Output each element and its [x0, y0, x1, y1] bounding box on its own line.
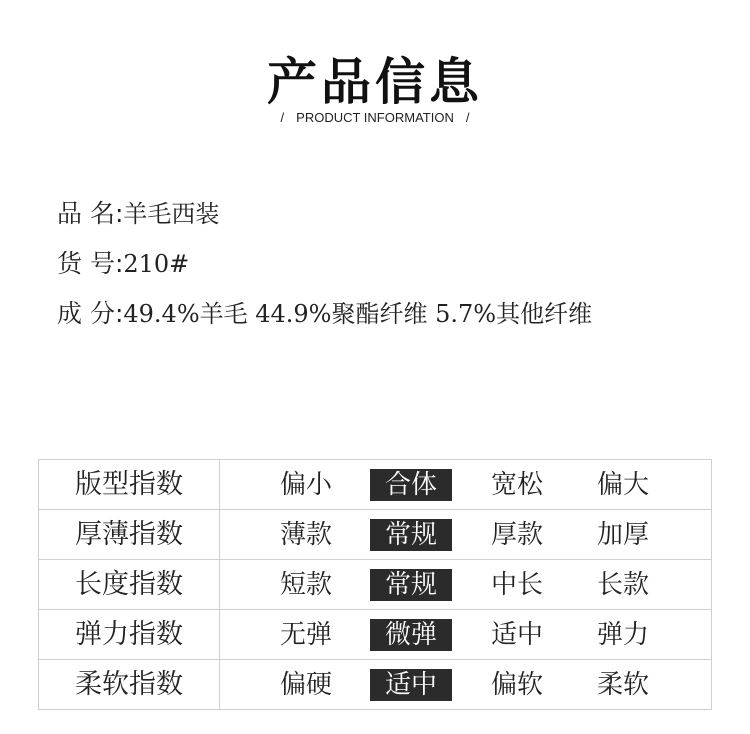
index-option: 薄款 [279, 520, 332, 550]
product-info [57, 192, 592, 342]
index-option-selected: 微弹 [370, 619, 452, 651]
page-subtitle [0, 110, 750, 125]
index-row-label: 柔软指数 [39, 660, 220, 709]
index-row-label: 弹力指数 [39, 610, 220, 659]
index-row-length [39, 560, 711, 610]
index-option-selected: 常规 [370, 569, 452, 601]
index-option: 弹力 [596, 620, 649, 650]
index-option: 偏小 [279, 470, 332, 500]
index-row-label: 长度指数 [39, 560, 220, 609]
index-option: 加厚 [596, 520, 649, 550]
info-label: 成 分: [57, 299, 124, 328]
subtitle-text: PRODUCT INFORMATION [296, 110, 454, 125]
subtitle-slash-left: / [280, 110, 285, 125]
subtitle-slash-right: / [465, 110, 470, 125]
index-option: 长款 [596, 570, 649, 600]
index-row-fit [39, 460, 711, 510]
index-option: 宽松 [490, 470, 543, 500]
index-option: 适中 [490, 620, 543, 650]
index-row-thickness [39, 510, 711, 560]
page-title: 产品信息 [267, 53, 483, 111]
index-option: 短款 [279, 570, 332, 600]
info-row-composition [57, 292, 592, 342]
index-option: 偏硬 [279, 670, 332, 700]
index-row-stretch [39, 610, 711, 660]
info-label: 货 号: [57, 249, 124, 278]
index-option: 偏软 [490, 670, 543, 700]
index-option: 中长 [490, 570, 543, 600]
index-option: 无弹 [279, 620, 332, 650]
info-value: 49.4%羊毛 44.9%聚酯纤维 5.7%其他纤维 [123, 300, 593, 328]
index-option: 偏大 [596, 470, 649, 500]
info-row-sku [57, 242, 592, 292]
index-option: 柔软 [596, 670, 649, 700]
index-row-label: 版型指数 [39, 460, 220, 509]
info-label: 品 名: [57, 199, 124, 228]
index-option: 厚款 [490, 520, 543, 550]
index-table [38, 459, 712, 710]
index-option-selected: 常规 [370, 519, 452, 551]
index-option-selected: 适中 [370, 669, 452, 701]
info-value: 210# [123, 250, 190, 278]
index-row-softness [39, 660, 711, 709]
index-option-selected: 合体 [370, 469, 452, 501]
info-value: 羊毛西装 [123, 200, 220, 228]
info-row-name [57, 192, 592, 242]
index-row-label: 厚薄指数 [39, 510, 220, 559]
